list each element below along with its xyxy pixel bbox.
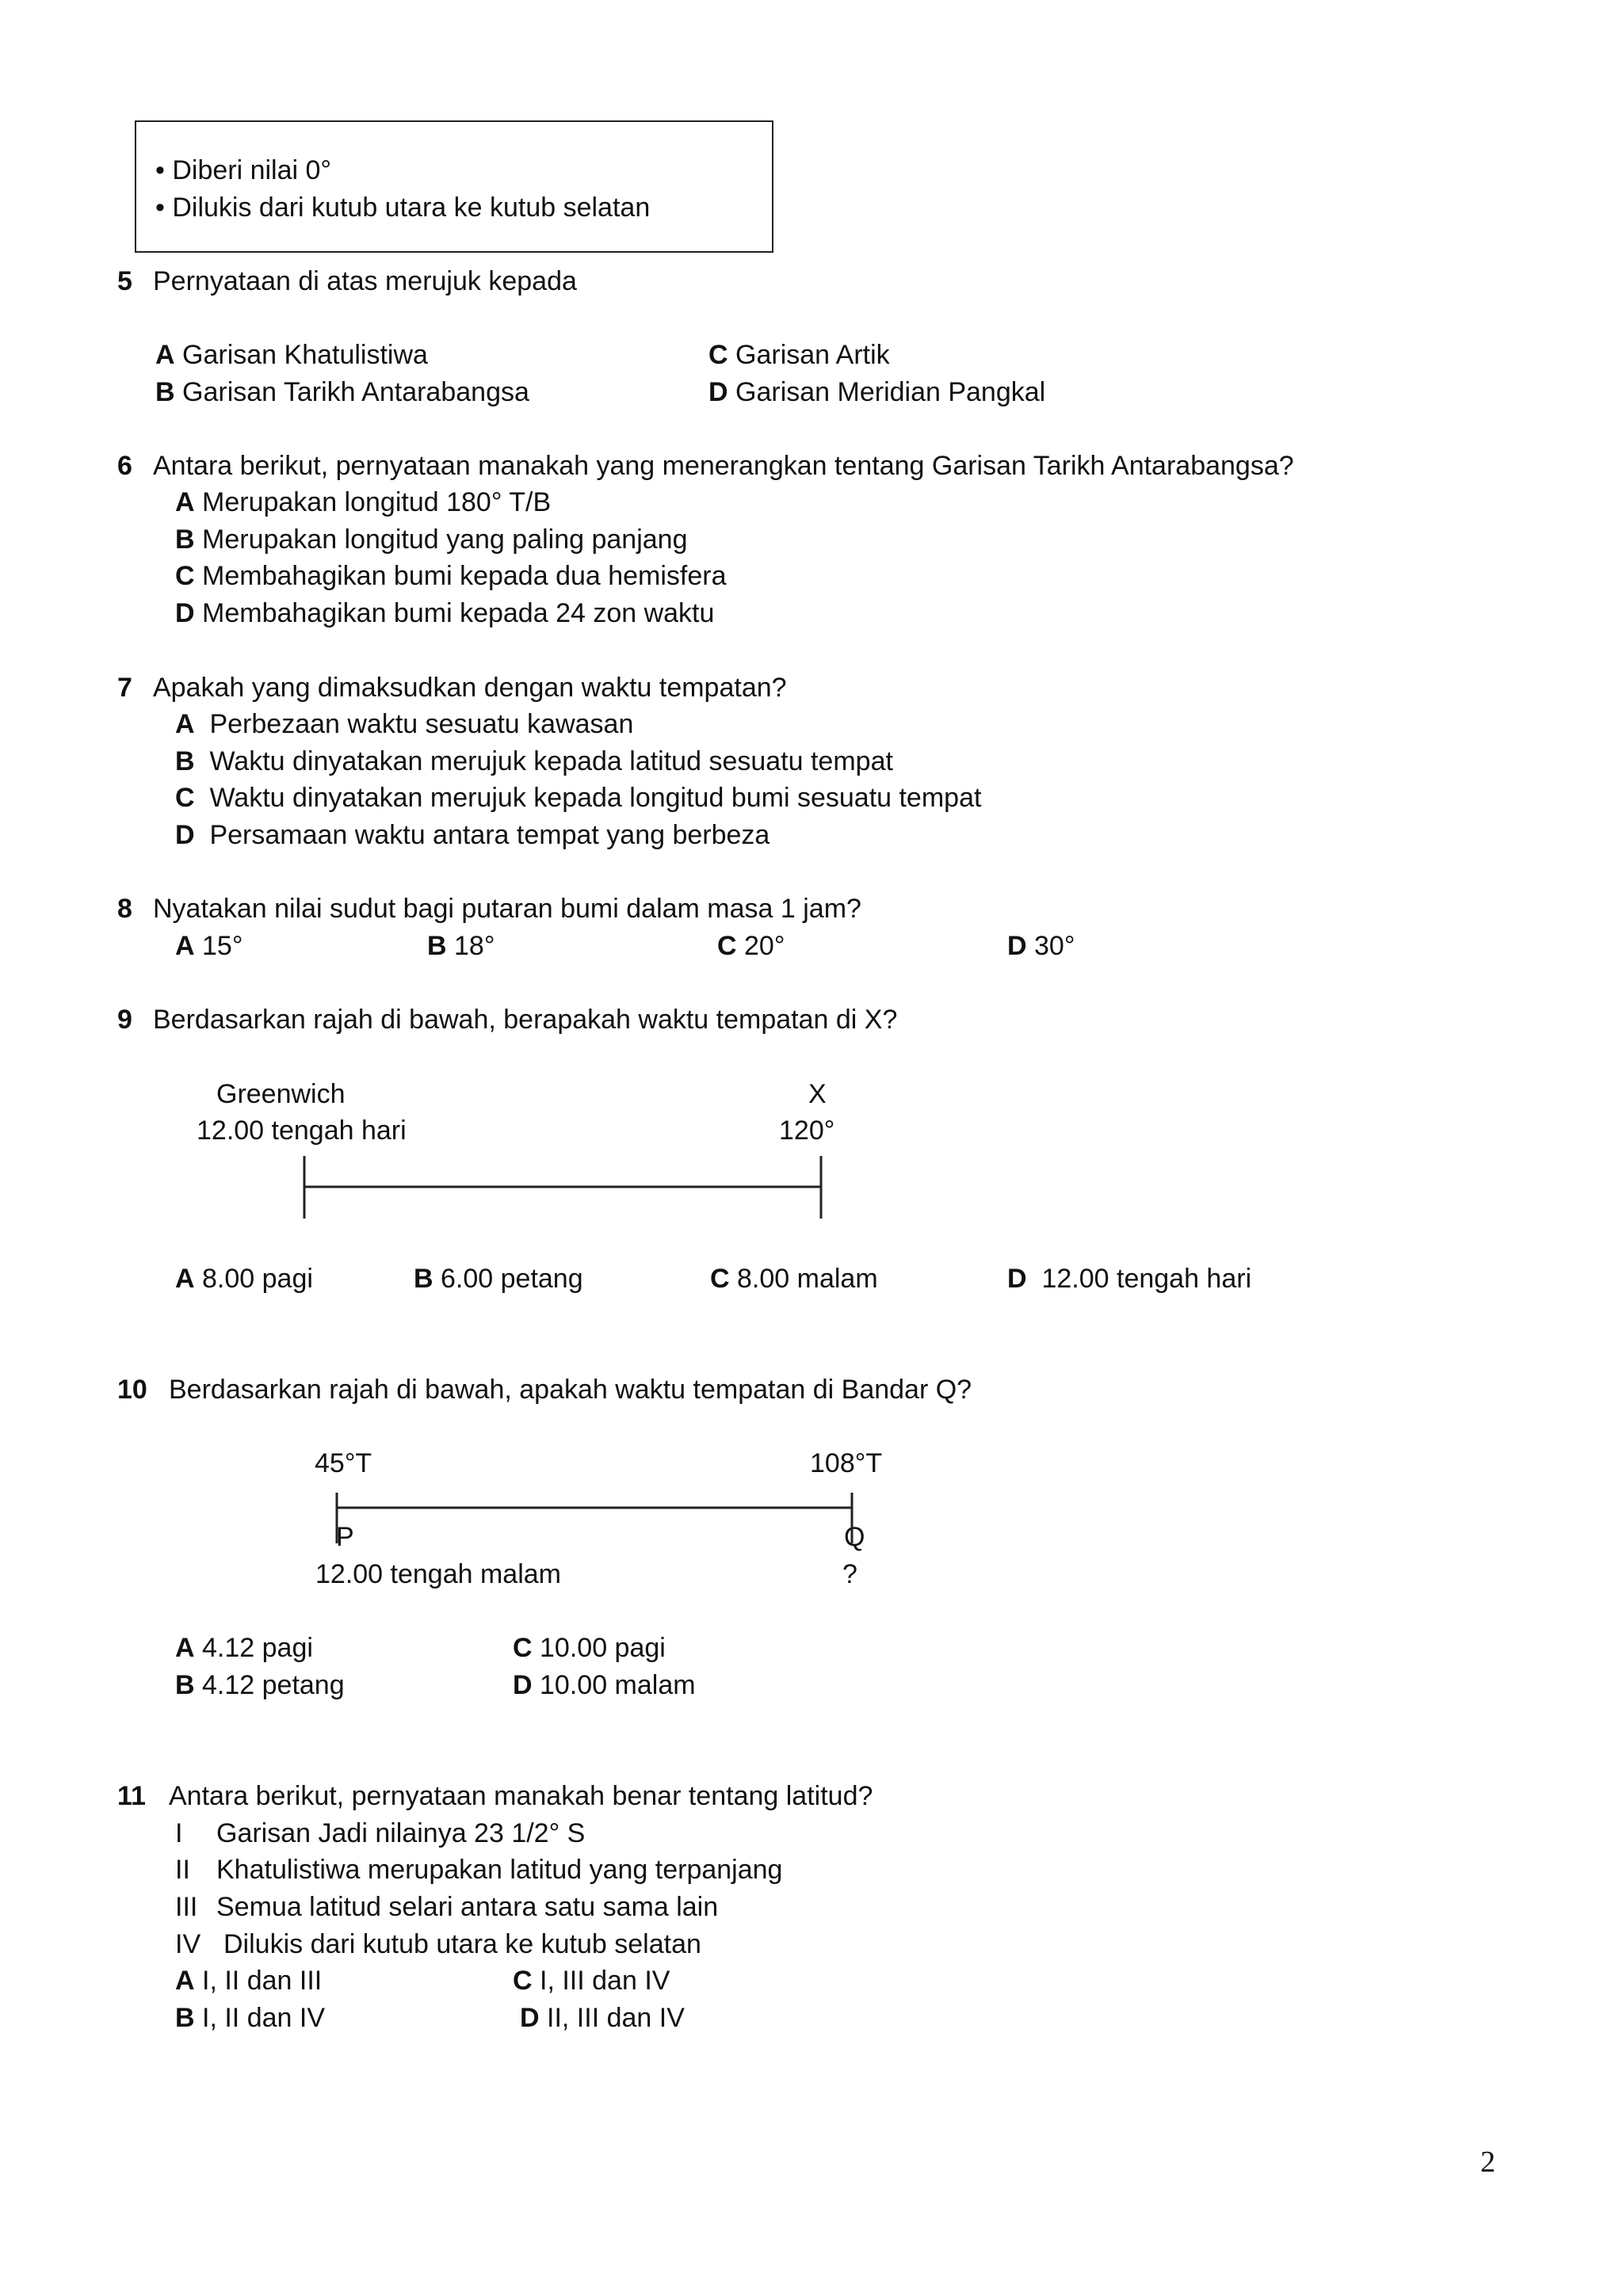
q6-number: 6 bbox=[117, 451, 132, 481]
q11-option-d-text: II, III dan IV bbox=[547, 2003, 685, 2033]
q6-text: Antara berikut, pernyataan manakah yang menerangkan tentang Garisan Tarikh Antarabangsa? bbox=[153, 451, 1294, 481]
q10-option-d-text: 10.00 malam bbox=[540, 1670, 696, 1700]
q10-option-b-text: 4.12 petang bbox=[202, 1670, 345, 1700]
q8-option-b-letter: B bbox=[427, 931, 447, 961]
box-bullet-1: • Diberi nilai 0° bbox=[155, 155, 332, 185]
q9-option-b-text: 6.00 petang bbox=[441, 1264, 583, 1294]
q9-diagram-x-label: X bbox=[808, 1079, 827, 1109]
q6-option-c-text: Membahagikan bumi kepada dua hemisfera bbox=[202, 561, 727, 591]
q6-option-d-text: Membahagikan bumi kepada 24 zon waktu bbox=[202, 598, 715, 628]
q11-statement-1-roman: I bbox=[175, 1818, 183, 1848]
q10-option-a-letter: A bbox=[175, 1633, 195, 1663]
q5-option-d-text: Garisan Meridian Pangkal bbox=[735, 377, 1046, 407]
q6-option-a-text: Merupakan longitud 180° T/B bbox=[202, 487, 552, 517]
q10-option-c-letter: C bbox=[513, 1633, 533, 1663]
q5-option-c-letter: C bbox=[708, 340, 728, 370]
q8-number: 8 bbox=[117, 894, 132, 924]
q10-diagram bbox=[337, 1493, 852, 1543]
q10-option-a-text: 4.12 pagi bbox=[202, 1633, 313, 1663]
q7-option-a-letter: A bbox=[175, 709, 195, 739]
q5-option-d-letter: D bbox=[708, 377, 728, 407]
q10-text: Berdasarkan rajah di bawah, apakah waktu tempatan di Bandar Q? bbox=[169, 1375, 972, 1405]
q11-option-b-letter: B bbox=[175, 2003, 195, 2033]
q10-option-d-letter: D bbox=[513, 1670, 533, 1700]
q5-option-b-letter: B bbox=[155, 377, 175, 407]
q6-option-b-letter: B bbox=[175, 524, 195, 555]
q5-text: Pernyataan di atas merujuk kepada bbox=[153, 266, 577, 296]
q6-option-d-letter: D bbox=[175, 598, 195, 628]
q5-option-a-text: Garisan Khatulistiwa bbox=[182, 340, 428, 370]
q5-option-c-text: Garisan Artik bbox=[735, 340, 890, 370]
q11-statement-3-roman: III bbox=[175, 1892, 198, 1922]
q10-option-b-letter: B bbox=[175, 1670, 195, 1700]
q11-option-b-text: I, II dan IV bbox=[202, 2003, 325, 2033]
page-number: 2 bbox=[1480, 2145, 1495, 2179]
q11-option-c-text: I, III dan IV bbox=[540, 1966, 670, 1996]
q11-statement-4: Dilukis dari kutub utara ke kutub selatan bbox=[223, 1929, 701, 1959]
q7-option-d-letter: D bbox=[175, 820, 195, 850]
q9-diagram-x-longitude: 120° bbox=[779, 1116, 835, 1146]
q8-option-b-text: 18° bbox=[454, 931, 495, 961]
q6-option-b-text: Merupakan longitud yang paling panjang bbox=[202, 524, 688, 555]
q10-diagram-p-label: P bbox=[336, 1522, 354, 1552]
q11-option-c-letter: C bbox=[513, 1966, 533, 1996]
q9-option-d-text: 12.00 tengah hari bbox=[1041, 1264, 1252, 1294]
q11-option-a-text: I, II dan III bbox=[202, 1966, 323, 1996]
q9-diagram-greenwich-label: Greenwich bbox=[216, 1079, 346, 1109]
q5-number: 5 bbox=[117, 266, 132, 296]
q9-option-a-letter: A bbox=[175, 1264, 195, 1294]
q11-statement-3: Semua latitud selari antara satu sama lain bbox=[216, 1892, 719, 1922]
q8-text: Nyatakan nilai sudut bagi putaran bumi dalam masa 1 jam? bbox=[153, 894, 861, 924]
q6-option-c-letter: C bbox=[175, 561, 195, 591]
q7-number: 7 bbox=[117, 673, 132, 703]
q8-option-d-text: 30° bbox=[1034, 931, 1075, 961]
q5-option-a-letter: A bbox=[155, 340, 175, 370]
q11-number: 11 bbox=[117, 1781, 146, 1811]
q10-diagram-p-time: 12.00 tengah malam bbox=[315, 1559, 561, 1589]
q9-number: 9 bbox=[117, 1005, 132, 1035]
q7-option-a-text: Perbezaan waktu sesuatu kawasan bbox=[209, 709, 634, 739]
box-bullet-2: • Dilukis dari kutub utara ke kutub selatan bbox=[155, 193, 651, 223]
q7-text: Apakah yang dimaksudkan dengan waktu tempatan? bbox=[153, 673, 787, 703]
q5-option-b-text: Garisan Tarikh Antarabangsa bbox=[182, 377, 529, 407]
q10-option-c-text: 10.00 pagi bbox=[540, 1633, 666, 1663]
q11-statement-2: Khatulistiwa merupakan latitud yang terpanjang bbox=[216, 1855, 783, 1885]
q9-option-b-letter: B bbox=[414, 1264, 433, 1294]
q8-option-c-letter: C bbox=[717, 931, 737, 961]
q9-option-a-text: 8.00 pagi bbox=[202, 1264, 313, 1294]
q11-statement-2-roman: II bbox=[175, 1855, 190, 1885]
q9-diagram bbox=[304, 1156, 821, 1219]
q8-option-a-text: 15° bbox=[202, 931, 243, 961]
q11-option-d-letter: D bbox=[520, 2003, 540, 2033]
q10-number: 10 bbox=[117, 1375, 147, 1405]
q10-diagram-q-label: Q bbox=[844, 1522, 865, 1552]
q10-diagram-q-longitude: 108°T bbox=[810, 1448, 883, 1478]
q9-text: Berdasarkan rajah di bawah, berapakah waktu tempatan di X? bbox=[153, 1005, 898, 1035]
q10-diagram-q-time: ? bbox=[842, 1559, 857, 1589]
q6-option-a-letter: A bbox=[175, 487, 195, 517]
q7-option-c-text: Waktu dinyatakan merujuk kepada longitud bumi sesuatu tempat bbox=[209, 783, 982, 813]
q9-diagram-greenwich-time: 12.00 tengah hari bbox=[197, 1116, 407, 1146]
q10-diagram-p-longitude: 45°T bbox=[315, 1448, 372, 1478]
q9-option-c-text: 8.00 malam bbox=[737, 1264, 878, 1294]
q7-option-b-text: Waktu dinyatakan merujuk kepada latitud sesuatu tempat bbox=[209, 746, 893, 776]
q9-option-c-letter: C bbox=[710, 1264, 730, 1294]
q11-option-a-letter: A bbox=[175, 1966, 195, 1996]
q8-option-d-letter: D bbox=[1007, 931, 1027, 961]
q11-statement-4-roman: IV bbox=[175, 1929, 201, 1959]
q7-option-c-letter: C bbox=[175, 783, 195, 813]
q11-statement-1: Garisan Jadi nilainya 23 1/2° S bbox=[216, 1818, 586, 1848]
q11-text: Antara berikut, pernyataan manakah benar tentang latitud? bbox=[169, 1781, 873, 1811]
q7-option-b-letter: B bbox=[175, 746, 195, 776]
q7-option-d-text: Persamaan waktu antara tempat yang berbeza bbox=[209, 820, 770, 850]
q8-option-a-letter: A bbox=[175, 931, 195, 961]
q8-option-c-text: 20° bbox=[744, 931, 785, 961]
q9-option-d-letter: D bbox=[1007, 1264, 1027, 1294]
